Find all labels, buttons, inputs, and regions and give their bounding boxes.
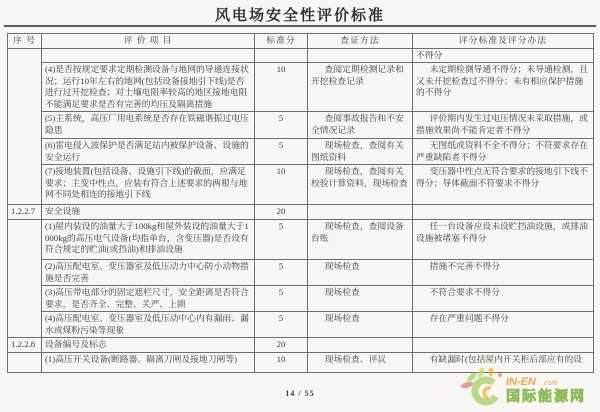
item-cell: (5)主系统，高压厂用电系统是否存在铁磁谐振过电压隐患 bbox=[42, 112, 255, 139]
column-header-serial: 序 号 bbox=[8, 34, 42, 49]
table-row bbox=[8, 165, 594, 205]
method-cell: 查阅定期检测记录和开挖检查记录 bbox=[308, 63, 413, 112]
item-cell: 设备编号及标志 bbox=[42, 338, 255, 353]
item-cell: 安全设施 bbox=[42, 205, 255, 220]
title-divider bbox=[4, 25, 596, 27]
table-row bbox=[8, 286, 594, 312]
standard-cell: 措施不完善不得分 bbox=[413, 260, 594, 286]
item-cell: (2)高压配电室、变压器室及低压动力中心防小动物措施是否完善 bbox=[42, 260, 255, 286]
table-row bbox=[8, 63, 594, 112]
watermark-domain-text: .com bbox=[542, 380, 558, 387]
score-cell: 10 bbox=[255, 63, 308, 112]
table-row bbox=[8, 112, 594, 139]
method-cell: 现场检查 bbox=[308, 286, 413, 312]
standard-cell: 未定期检测导通不得分；未导通检测，且又未开挖检查过不得分；未有相应保护措施的不得分 bbox=[413, 63, 594, 112]
table-header-row bbox=[8, 34, 594, 49]
column-header-item: 评 价 项 目 bbox=[42, 34, 255, 49]
watermark-brand-text: IN-EN bbox=[506, 376, 536, 388]
score-cell: 5 bbox=[255, 139, 308, 165]
standard-cell: 任一台设备应设未设贮挡油设施，或排油设施被堵塞不得分 bbox=[413, 220, 594, 260]
section-row bbox=[8, 205, 594, 220]
flower-icon bbox=[460, 368, 502, 406]
item-cell bbox=[42, 48, 255, 63]
method-cell: 现场检查、评议 bbox=[308, 352, 413, 372]
item-cell: (4)高压配电室、变压器室及低压动中心内有漏雨、漏水或煤粉污染等现象 bbox=[42, 312, 255, 338]
score-cell: 5 bbox=[255, 312, 308, 338]
standard-cell: 不符合要求不得分 bbox=[413, 286, 594, 312]
method-cell bbox=[308, 338, 413, 353]
table-row bbox=[8, 312, 594, 338]
method-cell: 现场检查，查阅有关校验计算资料，现场检查 bbox=[308, 165, 413, 205]
standard-cell: 有缺漏时(包括屋内开关柜后部应有的设 bbox=[413, 352, 594, 372]
serial-cell bbox=[8, 48, 42, 205]
item-cell: (6)雷电侵入波保护是否满足站内被保护设备、设施的安全运行 bbox=[42, 139, 255, 165]
method-cell bbox=[308, 205, 413, 220]
score-cell: 5 bbox=[255, 220, 308, 260]
page-number: 14 / 55 bbox=[285, 389, 315, 398]
item-cell: (4)是否按规定要求定期检测设备与地网的导通连接状况；运行10年左右的地网(包括设备接地引下线)是否进行过开挖检查；对土壤电阻率较高的地区接地电阻不能满足要求是否有完善的均压及隔离措施 bbox=[42, 63, 255, 112]
item-cell: (1)高压开关设备(断路器、隔离刀闸及接地刀闸等) bbox=[42, 352, 255, 372]
serial-cell bbox=[8, 352, 42, 372]
method-cell: 查阅事故报告和不安全情况记录 bbox=[308, 112, 413, 139]
section-row bbox=[8, 338, 594, 353]
score-cell: 5 bbox=[255, 260, 308, 286]
standard-cell: 不得分 bbox=[413, 48, 594, 63]
serial-cell bbox=[8, 220, 42, 338]
page-title: 风电场安全性评价标准 bbox=[214, 8, 385, 24]
serial-cell: 1.2.2.8 bbox=[8, 338, 42, 353]
table-row bbox=[8, 139, 594, 165]
method-cell: 现场检查，查阅有关图纸资料 bbox=[308, 139, 413, 165]
item-cell: (7)接地装置(包括设备、设施引下线)的截面，应满足要求；主变中性点，应装有符合上述要求的两根与地网不同处相连的接地引下线 bbox=[42, 165, 255, 205]
standard-cell bbox=[413, 338, 594, 353]
standard-cell: 存在严重问题不得分 bbox=[413, 312, 594, 338]
column-header-method: 查证方法 bbox=[308, 34, 413, 49]
standard-cell bbox=[413, 205, 594, 220]
method-cell: 现场检查 bbox=[308, 312, 413, 338]
score-cell: 10 bbox=[255, 352, 308, 372]
standard-cell: 评价期内发生过电压情况未采取措施，或措施效果尚不能肯定者不得分 bbox=[413, 112, 594, 139]
column-header-standard: 评分标准及评分办法 bbox=[413, 34, 594, 49]
watermark-logo bbox=[460, 368, 600, 409]
score-cell: 20 bbox=[255, 338, 308, 353]
method-cell: 现场检查 bbox=[308, 260, 413, 286]
table-row bbox=[8, 48, 594, 63]
score-cell: 5 bbox=[255, 112, 308, 139]
evaluation-table bbox=[7, 33, 594, 373]
watermark-name-text: 国际能源网 bbox=[506, 390, 586, 405]
score-cell: 10 bbox=[255, 165, 308, 205]
score-cell: 5 bbox=[255, 286, 308, 312]
score-cell bbox=[255, 48, 308, 63]
item-cell: (1)屋内装设的油量大于100kg和屋外装设的油量大于1000kg的高压电气设备(均指单台，含变压器)是否设有符合规定的贮油(或挡油)和排油设施 bbox=[42, 220, 255, 260]
method-cell bbox=[308, 48, 413, 63]
column-header-score: 标准分 bbox=[255, 34, 308, 49]
table-row bbox=[8, 260, 594, 286]
method-cell: 现场检查，查阅设备台账 bbox=[308, 220, 413, 260]
serial-cell: 1.2.2.7 bbox=[8, 205, 42, 220]
standard-cell: 无图纸或资料不全不得分；不符要求存在严重缺陷者不得分 bbox=[413, 139, 594, 165]
score-cell: 20 bbox=[255, 205, 308, 220]
table-row bbox=[8, 220, 594, 260]
item-cell: (3)高压带电部分的固定遮栏尺寸，安全距离是否符合要求，是否齐全、完整、关严、上锁 bbox=[42, 286, 255, 312]
standard-cell: 变压器中性点无符合要求的接地引下线不得分；导体截面不符要求不得分 bbox=[413, 165, 594, 205]
